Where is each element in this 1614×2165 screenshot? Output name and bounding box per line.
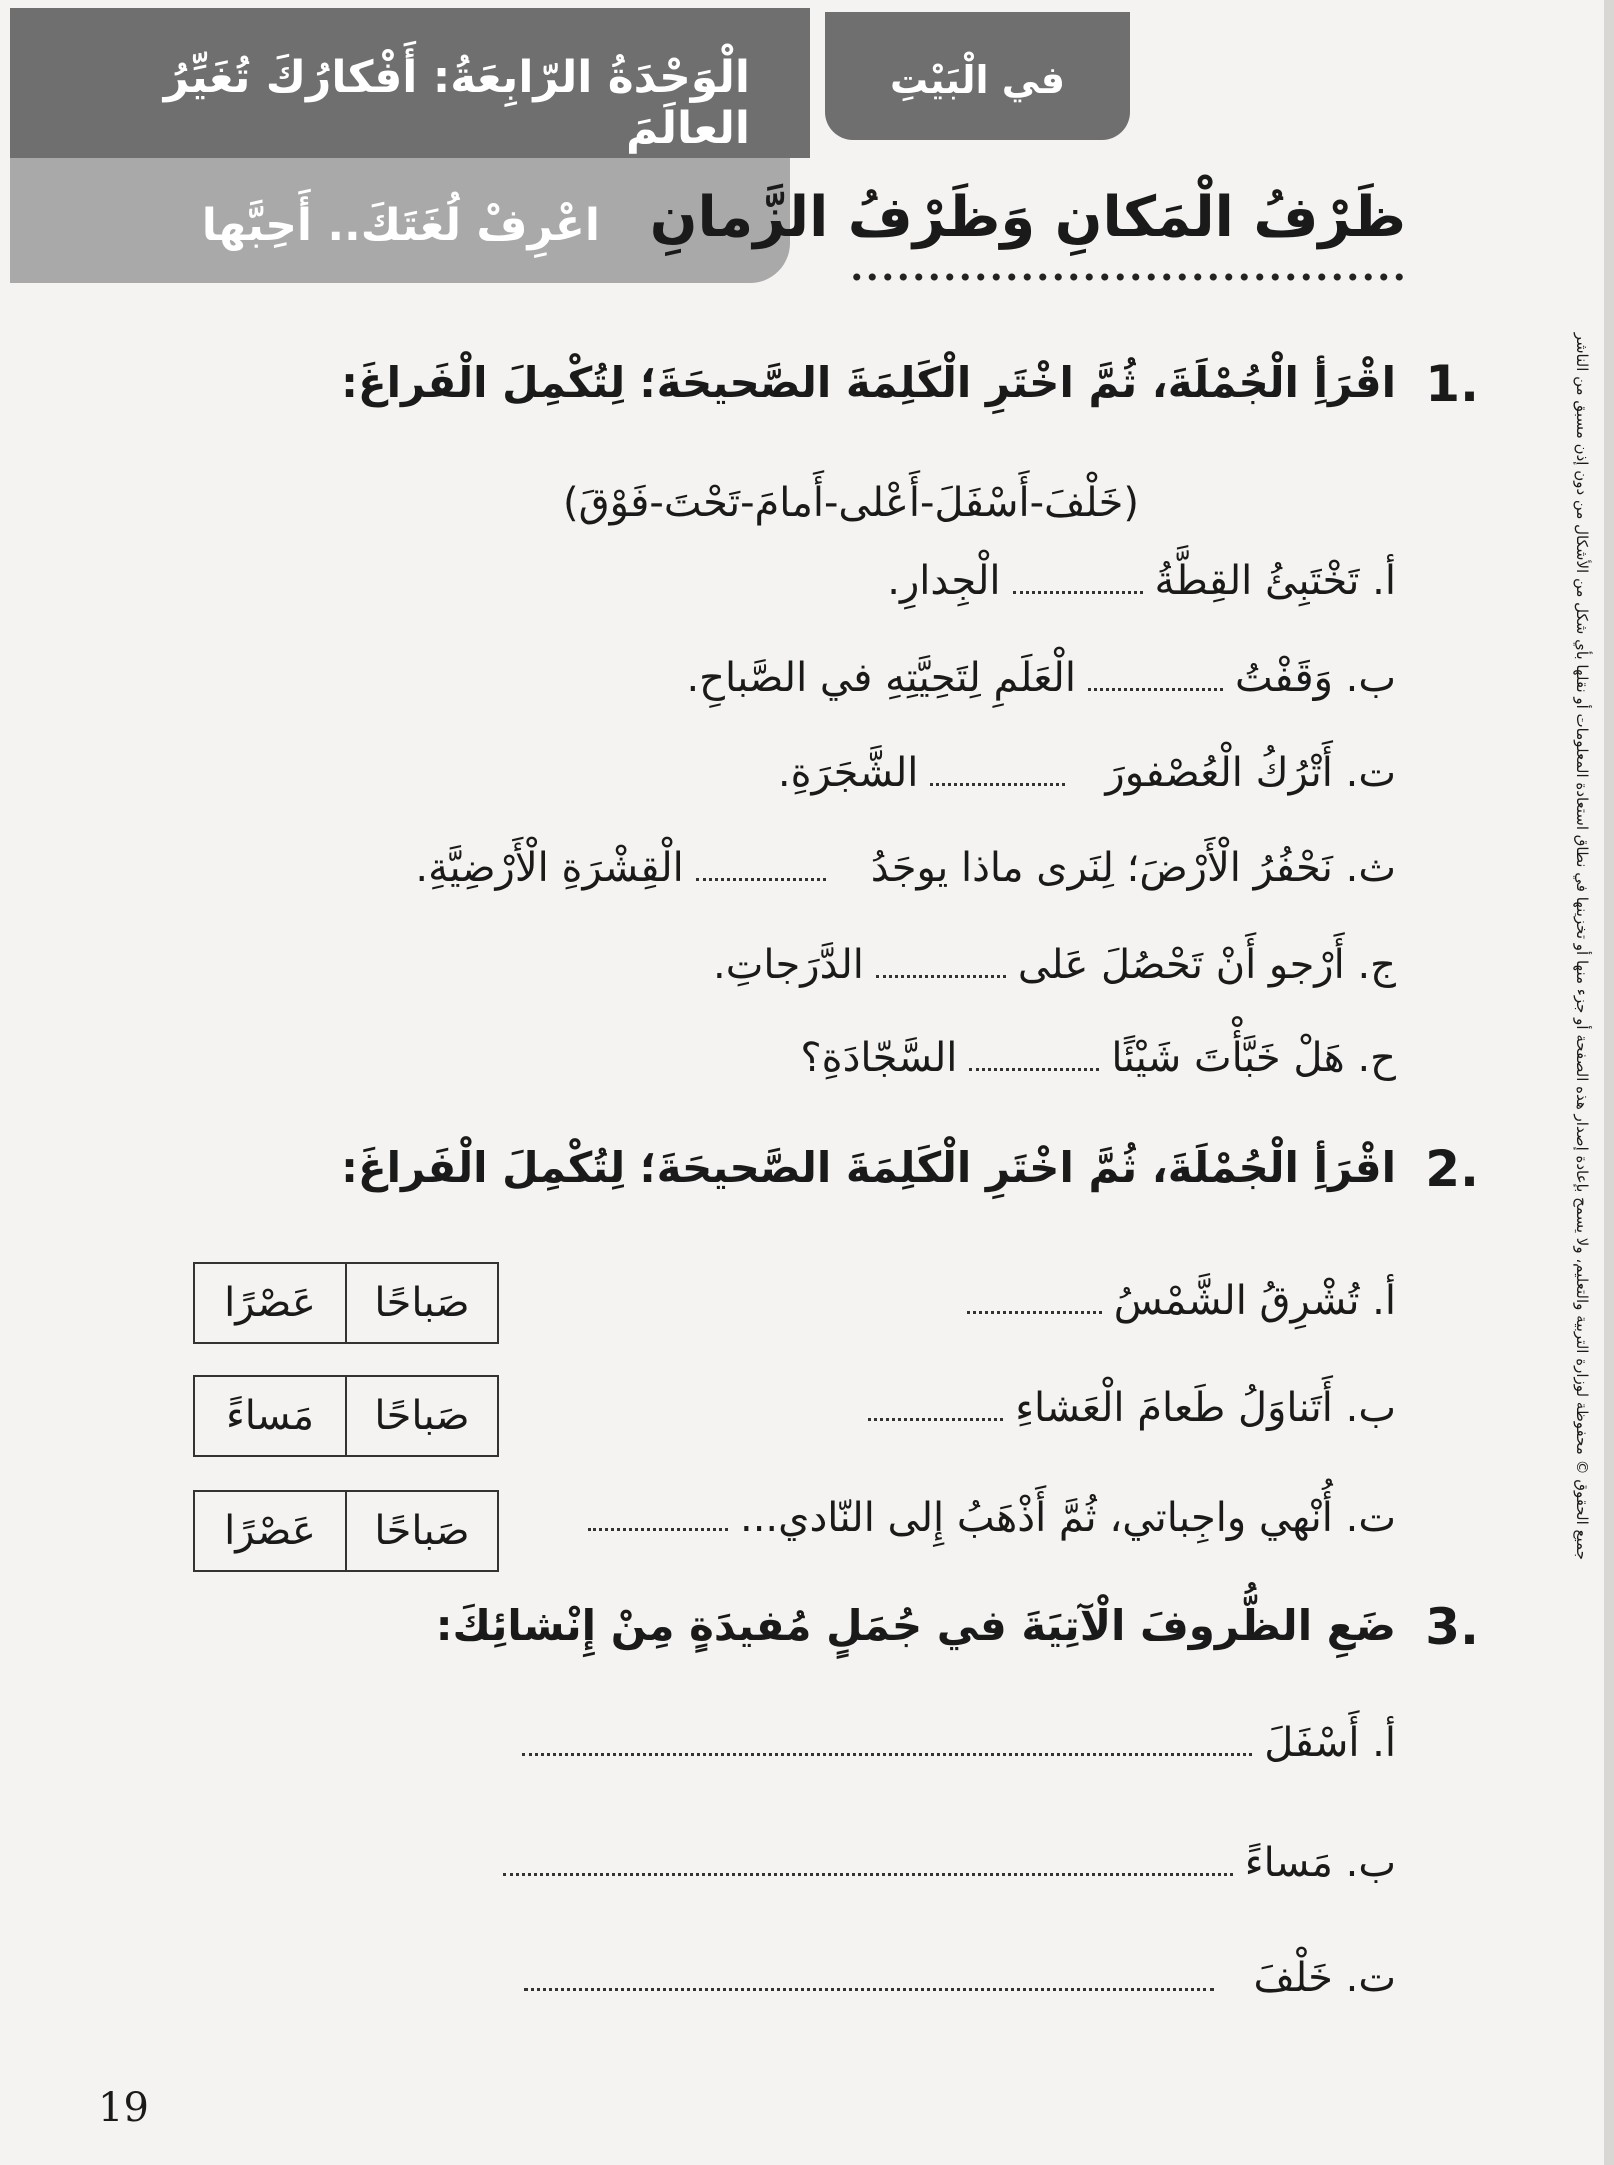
q2-instruction: اقْرَأِ الْجُمْلَةَ، ثُمَّ اخْتَرِ الْكَلِمَةَ الصَّحيحَةَ؛ لِتُكْمِلَ الْفَراغَ: xyxy=(341,1143,1396,1192)
item-text: أَتَناوَلُ طَعامَ الْعَشاءِ xyxy=(1015,1385,1333,1431)
blank-line[interactable] xyxy=(930,775,1065,786)
unit-subtitle: اعْرِفْ لُغَتَكَ.. أَحِبَّها xyxy=(201,200,600,251)
q3-item-b xyxy=(491,1840,1396,1886)
item-letter: أ. xyxy=(1372,1278,1396,1324)
item-text: الشَّجَرَةِ. xyxy=(777,750,919,796)
item-letter: ب. xyxy=(1345,655,1396,701)
item-text: أَتْرُكُ الْعُصْفورَ xyxy=(1105,750,1333,796)
option-cell[interactable]: مَساءً xyxy=(194,1376,346,1456)
blank-line[interactable] xyxy=(696,870,826,881)
option-cell[interactable]: صَباحًا xyxy=(346,1491,498,1571)
q1-word-bank: (خَلْفَ-أَسْفَلَ-أَعْلى-أَمامَ-تَحْتَ-فَوْقَ) xyxy=(562,480,1139,526)
item-letter: ث. xyxy=(1345,845,1396,891)
q1-item-t xyxy=(778,750,1396,796)
q2-options-a xyxy=(193,1262,499,1344)
q2-item-b xyxy=(856,1385,1396,1431)
item-text: أَسْفَلَ xyxy=(1264,1720,1360,1766)
item-text: نَحْفُرُ الْأَرْضَ؛ لِنَرى ماذا يوجَدُ xyxy=(870,845,1333,891)
blank-line[interactable] xyxy=(969,1060,1099,1071)
item-letter: أ. xyxy=(1372,558,1396,604)
option-cell[interactable]: صَباحًا xyxy=(346,1376,498,1456)
q1-instruction: اقْرَأِ الْجُمْلَةَ، ثُمَّ اخْتَرِ الْكَلِمَةَ الصَّحيحَةَ؛ لِتُكْمِلَ الْفَراغَ: xyxy=(341,358,1396,407)
q2-item-a xyxy=(955,1278,1396,1324)
home-tab-label: في الْبَيْتِ xyxy=(889,58,1066,102)
blank-line[interactable] xyxy=(876,967,1006,978)
copyright-notice-text: جميع الحقوق © محفوظة لوزارة التربية والتعليم، ولا يسمح بإعادة إصدار هذه الصفحة أو جزء منها أو تخزينها في نطاق استعادة المعلومات أو نقلها بأي شكل من الأشكال من دون إذن مسبق من الناشر xyxy=(1573,332,1591,1560)
blank-line[interactable] xyxy=(967,1303,1102,1314)
lesson-title: ظَرْفُ الْمَكانِ وَظَرْفُ الزَّمانِ xyxy=(649,185,1406,250)
q1-item-b xyxy=(686,655,1396,701)
q3-item-a xyxy=(510,1720,1396,1766)
q3-item-t xyxy=(512,1955,1396,2001)
item-text: السَّجّادَةِ؟ xyxy=(800,1035,958,1081)
answer-line[interactable] xyxy=(524,1980,1214,1991)
q3-number: 3. xyxy=(1425,1598,1479,1656)
answer-line[interactable] xyxy=(522,1745,1252,1756)
item-text: هَلْ خَبَّأْتَ شَيْئًا xyxy=(1111,1035,1345,1081)
item-letter: ب. xyxy=(1345,1385,1396,1431)
q2-options-b xyxy=(193,1375,499,1457)
q3-instruction: ضَعِ الظُّروفَ الْآتِيَةَ في جُمَلٍ مُفيدَةٍ مِنْ إِنْشائِكَ: xyxy=(435,1601,1396,1650)
blank-line[interactable] xyxy=(868,1410,1003,1421)
item-text: الْجِدارِ. xyxy=(887,558,1001,604)
answer-line[interactable] xyxy=(503,1865,1233,1876)
item-letter: ب. xyxy=(1345,1840,1396,1886)
item-text: الدَّرَجاتِ. xyxy=(712,942,864,988)
option-cell[interactable]: عَصْرًا xyxy=(194,1491,346,1571)
item-letter: ت. xyxy=(1345,750,1396,796)
page-edge xyxy=(1604,0,1614,2165)
q1-item-j xyxy=(713,942,1396,988)
option-cell[interactable]: صَباحًا xyxy=(346,1263,498,1343)
q2-options-t xyxy=(193,1490,499,1572)
blank-line[interactable] xyxy=(1088,680,1223,691)
item-text: الْعَلَمِ لِتَحِيَّتِهِ في الصَّباحِ. xyxy=(686,655,1076,701)
item-text: أَرْجو أَنْ تَحْصُلَ عَلى xyxy=(1017,942,1345,988)
q1-number: 1. xyxy=(1425,355,1479,413)
item-text: خَلْفَ xyxy=(1253,1955,1333,2001)
item-letter: ت. xyxy=(1345,1955,1396,2001)
item-text: الْقِشْرَةِ الْأَرْضِيَّةِ. xyxy=(415,845,684,891)
blank-line[interactable] xyxy=(588,1520,728,1531)
option-cell[interactable]: عَصْرًا xyxy=(194,1263,346,1343)
item-text: مَساءً xyxy=(1244,1840,1333,1886)
page-number: 19 xyxy=(98,2085,149,2131)
item-text: تُشْرِقُ الشَّمْسُ xyxy=(1113,1278,1360,1324)
title-dotted-divider xyxy=(849,270,1409,284)
q1-item-a xyxy=(887,558,1396,604)
copyright-notice xyxy=(1562,332,1602,1560)
item-letter: ج. xyxy=(1357,942,1396,988)
q1-item-h xyxy=(800,1035,1396,1081)
item-text: وَقَفْتُ xyxy=(1234,655,1333,701)
q2-item-t xyxy=(576,1495,1396,1541)
q2-number: 2. xyxy=(1425,1140,1479,1198)
unit-title: الْوَحْدَةُ الرّابِعَةُ: أَفْكارُكَ تُغَيِّرُ العالَمَ xyxy=(163,52,750,154)
blank-line[interactable] xyxy=(1013,583,1143,594)
item-letter: ح. xyxy=(1357,1035,1396,1081)
item-text: تَخْتَبِئُ القِطَّةُ xyxy=(1154,558,1360,604)
item-letter: ت. xyxy=(1345,1495,1396,1541)
q1-item-th xyxy=(415,845,1396,891)
item-text: أُنْهي واجِباتي، ثُمَّ أَذْهَبُ إِلى النّادي... xyxy=(739,1495,1333,1541)
item-letter: أ. xyxy=(1372,1720,1396,1766)
